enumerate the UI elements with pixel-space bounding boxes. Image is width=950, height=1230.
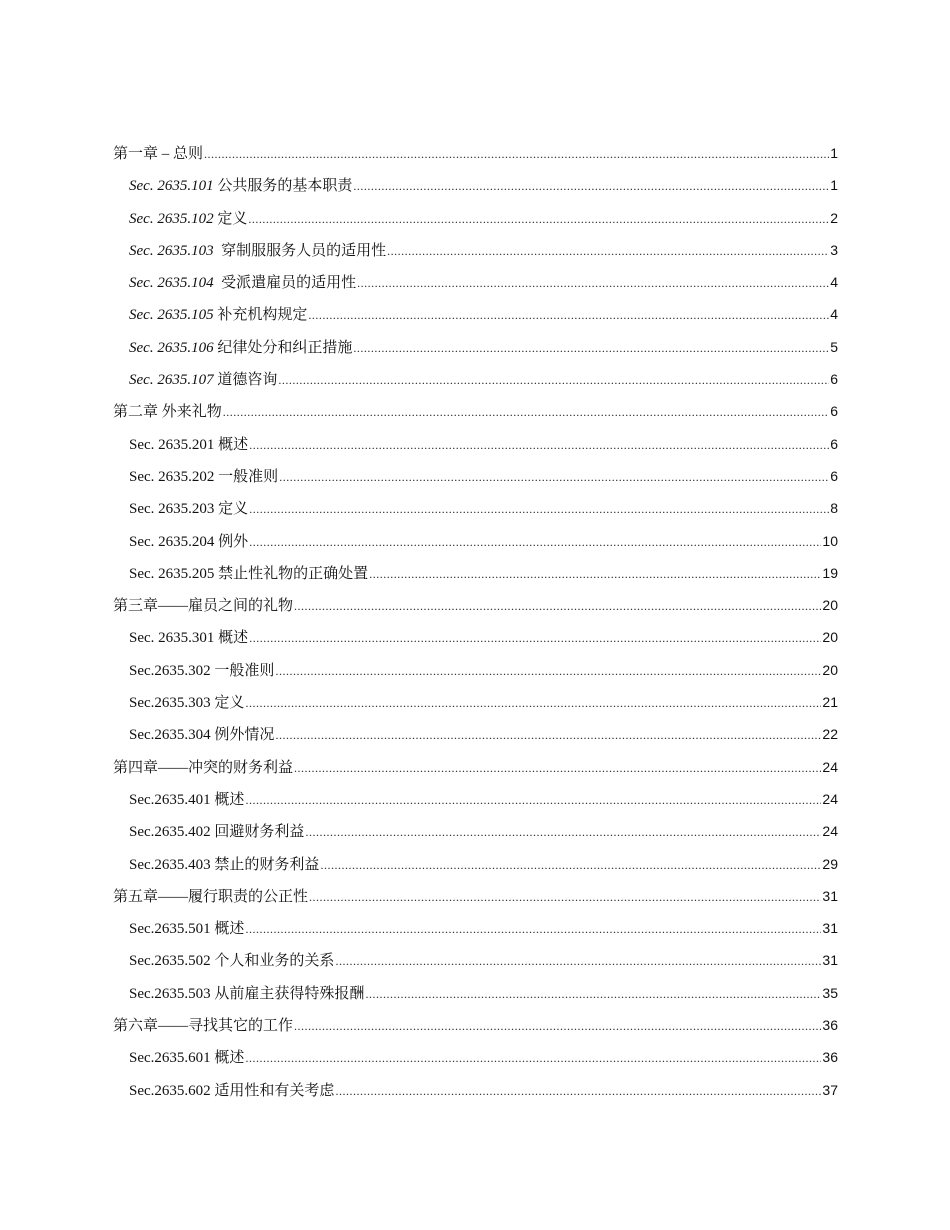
- toc-entry-text: [113, 142, 203, 166]
- toc-entry-text: [129, 982, 364, 1006]
- toc-section-entry[interactable]: [113, 432, 838, 464]
- toc-section-entry[interactable]: [113, 335, 838, 367]
- toc-entry-text: [129, 723, 274, 747]
- page-number: 24: [822, 823, 838, 840]
- toc-section-entry[interactable]: [113, 270, 838, 302]
- entry-title: 定义: [218, 501, 249, 518]
- section-code: Sec.2635.304: [129, 727, 215, 744]
- toc-section-entry[interactable]: [113, 496, 838, 528]
- entry-title: 定义: [214, 695, 245, 712]
- page-number: 20: [822, 597, 838, 614]
- section-code: Sec. 2635.104: [129, 275, 222, 292]
- entry-title: 禁止的财务利益: [214, 856, 320, 873]
- toc-entry-text: [129, 530, 248, 554]
- toc-entry-text: [129, 465, 278, 489]
- toc-entry-text: [129, 368, 277, 392]
- entry-title: 受派遣雇员的适用性: [221, 275, 357, 292]
- entry-title: 道德咨询: [217, 372, 278, 389]
- dot-leader: [223, 400, 829, 424]
- section-code: Sec. 2635.301: [129, 630, 219, 647]
- dot-leader: [294, 756, 821, 780]
- dot-leader: [387, 239, 829, 263]
- entry-title: 一般准则: [214, 662, 275, 679]
- toc-section-entry[interactable]: [113, 173, 838, 205]
- toc-section-entry[interactable]: [113, 916, 838, 948]
- toc-entry-text: [129, 949, 334, 973]
- page-number: 22: [822, 726, 838, 743]
- toc-section-entry[interactable]: [113, 819, 838, 851]
- dot-leader: [353, 174, 829, 198]
- dot-leader: [245, 788, 821, 812]
- page-number: 4: [830, 274, 838, 291]
- entry-title: 从前雇主获得特殊报酬: [214, 985, 365, 1002]
- section-code: Sec.2635.503: [129, 985, 215, 1002]
- entry-title: 例外情况: [214, 727, 275, 744]
- dot-leader: [294, 1014, 821, 1038]
- section-code: Sec.2635.401: [129, 791, 215, 808]
- entry-title: 第三章——雇员之间的礼物: [113, 598, 294, 615]
- toc-entry-text: [129, 853, 319, 877]
- toc-section-entry[interactable]: [113, 561, 838, 593]
- page-number: 6: [830, 371, 838, 388]
- entry-title: 第六章——寻找其它的工作: [113, 1018, 294, 1035]
- dot-leader: [249, 497, 829, 521]
- page-number: 20: [822, 629, 838, 646]
- section-code: Sec. 2635.103: [129, 242, 222, 259]
- entry-title: 概述: [218, 630, 249, 647]
- dot-leader: [357, 271, 829, 295]
- toc-entry-text: [129, 562, 368, 586]
- toc-section-entry[interactable]: [113, 852, 838, 884]
- toc-entry-text: [129, 788, 244, 812]
- entry-title: 第二章 外来礼物: [113, 404, 222, 421]
- toc-chapter-entry[interactable]: [113, 755, 838, 787]
- toc-entry-text: [113, 756, 293, 780]
- page-number: 1: [830, 177, 838, 194]
- entry-title: 纪律处分和纠正措施: [217, 339, 353, 356]
- toc-chapter-entry[interactable]: [113, 593, 838, 625]
- toc-section-entry[interactable]: [113, 206, 838, 238]
- toc-entry-text: [129, 1079, 334, 1103]
- toc-entry-text: [129, 207, 247, 231]
- dot-leader: [305, 820, 821, 844]
- section-code: Sec.2635.602: [129, 1082, 215, 1099]
- table-of-contents: [113, 141, 838, 1110]
- toc-section-entry[interactable]: [113, 787, 838, 819]
- section-code: Sec.2635.403: [129, 856, 215, 873]
- toc-entry-text: [113, 594, 293, 618]
- section-code: Sec. 2635.202: [129, 468, 219, 485]
- toc-section-entry[interactable]: [113, 948, 838, 980]
- toc-entry-text: [113, 885, 308, 909]
- page-number: 6: [830, 467, 838, 484]
- toc-section-entry[interactable]: [113, 367, 838, 399]
- page-number: 24: [822, 758, 838, 775]
- dot-leader: [204, 142, 829, 166]
- entry-title: 穿制服服务人员的适用性: [221, 242, 387, 259]
- toc-section-entry[interactable]: [113, 1078, 838, 1110]
- entry-title: 公共服务的基本职责: [217, 178, 353, 195]
- dot-leader: [275, 659, 821, 683]
- toc-entry-text: [129, 917, 244, 941]
- toc-section-entry[interactable]: [113, 1045, 838, 1077]
- entry-title: 概述: [214, 791, 245, 808]
- page-number: 4: [830, 306, 838, 323]
- entry-title: 概述: [214, 921, 245, 938]
- toc-section-entry[interactable]: [113, 238, 838, 270]
- section-code: Sec.2635.302: [129, 662, 215, 679]
- page-number: 3: [830, 241, 838, 258]
- page-number: 24: [822, 790, 838, 807]
- toc-section-entry[interactable]: [113, 625, 838, 657]
- page-number: 31: [822, 920, 838, 937]
- dot-leader: [278, 368, 829, 392]
- toc-entry-text: [129, 626, 248, 650]
- toc-chapter-entry[interactable]: [113, 399, 838, 431]
- entry-title: 第五章——履行职责的公正性: [113, 888, 309, 905]
- toc-entry-text: [129, 497, 248, 521]
- dot-leader: [245, 1046, 821, 1070]
- dot-leader: [308, 303, 829, 327]
- page-number: 36: [822, 1049, 838, 1066]
- page-number: 8: [830, 500, 838, 517]
- dot-leader: [248, 207, 829, 231]
- dot-leader: [249, 433, 829, 457]
- section-code: Sec. 2635.105: [129, 307, 218, 324]
- page-number: 6: [830, 403, 838, 420]
- dot-leader: [335, 1079, 821, 1103]
- toc-entry-text: [129, 174, 352, 198]
- toc-section-entry[interactable]: [113, 529, 838, 561]
- page-number: 31: [822, 887, 838, 904]
- page-number: 35: [822, 984, 838, 1001]
- entry-title: 概述: [218, 436, 249, 453]
- page-number: 31: [822, 952, 838, 969]
- toc-chapter-entry[interactable]: [113, 1013, 838, 1045]
- toc-section-entry[interactable]: [113, 302, 838, 334]
- page-number: 36: [822, 1017, 838, 1034]
- section-code: Sec.2635.502: [129, 953, 215, 970]
- entry-title: 回避财务利益: [214, 824, 305, 841]
- dot-leader: [249, 530, 821, 554]
- entry-title: 概述: [214, 1050, 245, 1067]
- toc-section-entry[interactable]: [113, 690, 838, 722]
- page-number: 20: [822, 661, 838, 678]
- toc-section-entry[interactable]: [113, 464, 838, 496]
- entry-title: 补充机构规定: [217, 307, 308, 324]
- section-code: Sec. 2635.101: [129, 178, 218, 195]
- section-code: Sec. 2635.107: [129, 372, 218, 389]
- entry-title: 第四章——冲突的财务利益: [113, 759, 294, 776]
- page-number: 6: [830, 435, 838, 452]
- section-code: Sec. 2635.203: [129, 501, 219, 518]
- page-number: 29: [822, 855, 838, 872]
- page-number: 5: [830, 338, 838, 355]
- section-code: Sec. 2635.205: [129, 565, 219, 582]
- toc-entry-text: [113, 400, 222, 424]
- page-number: 1: [830, 145, 838, 161]
- toc-section-entry[interactable]: [113, 658, 838, 690]
- toc-section-entry[interactable]: [113, 722, 838, 754]
- toc-entry-text: [129, 433, 248, 457]
- section-code: Sec.2635.601: [129, 1050, 215, 1067]
- dot-leader: [369, 562, 821, 586]
- dot-leader: [294, 594, 821, 618]
- page-number: 2: [830, 209, 838, 226]
- toc-entry-text: [129, 271, 356, 295]
- section-code: Sec. 2635.204: [129, 533, 219, 550]
- dot-leader: [320, 853, 821, 877]
- section-code: Sec. 2635.106: [129, 339, 218, 356]
- toc-chapter-entry[interactable]: [113, 141, 838, 173]
- entry-title: 一般准则: [218, 468, 279, 485]
- dot-leader: [309, 885, 821, 909]
- dot-leader: [275, 723, 821, 747]
- page-number: 37: [822, 1081, 838, 1098]
- dot-leader: [249, 626, 821, 650]
- toc-entry-text: [129, 1046, 244, 1070]
- dot-leader: [365, 982, 821, 1006]
- toc-section-entry[interactable]: [113, 981, 838, 1013]
- page-number: 21: [822, 694, 838, 711]
- toc-entry-text: [129, 691, 244, 715]
- toc-entry-text: [129, 820, 304, 844]
- page-number: 19: [822, 564, 838, 581]
- entry-title: 个人和业务的关系: [214, 953, 335, 970]
- section-code: Sec.2635.303: [129, 695, 215, 712]
- toc-entry-text: [113, 1014, 293, 1038]
- entry-title: 禁止性礼物的正确处置: [218, 565, 369, 582]
- entry-title: 适用性和有关考虑: [214, 1082, 335, 1099]
- section-code: Sec. 2635.102: [129, 210, 218, 227]
- toc-entry-text: [129, 239, 386, 263]
- dot-leader: [335, 949, 821, 973]
- section-code: Sec.2635.402: [129, 824, 215, 841]
- entry-title: 例外: [218, 533, 249, 550]
- dot-leader: [245, 691, 821, 715]
- toc-chapter-entry[interactable]: [113, 884, 838, 916]
- page-number: 10: [822, 532, 838, 549]
- toc-entry-text: [129, 303, 307, 327]
- dot-leader: [279, 465, 829, 489]
- section-code: Sec. 2635.201: [129, 436, 219, 453]
- dot-leader: [245, 917, 821, 941]
- toc-entry-text: [129, 659, 274, 683]
- entry-title: 第一章 – 总则: [113, 146, 204, 162]
- section-code: Sec.2635.501: [129, 921, 215, 938]
- dot-leader: [353, 336, 829, 360]
- toc-entry-text: [129, 336, 352, 360]
- entry-title: 定义: [217, 210, 248, 227]
